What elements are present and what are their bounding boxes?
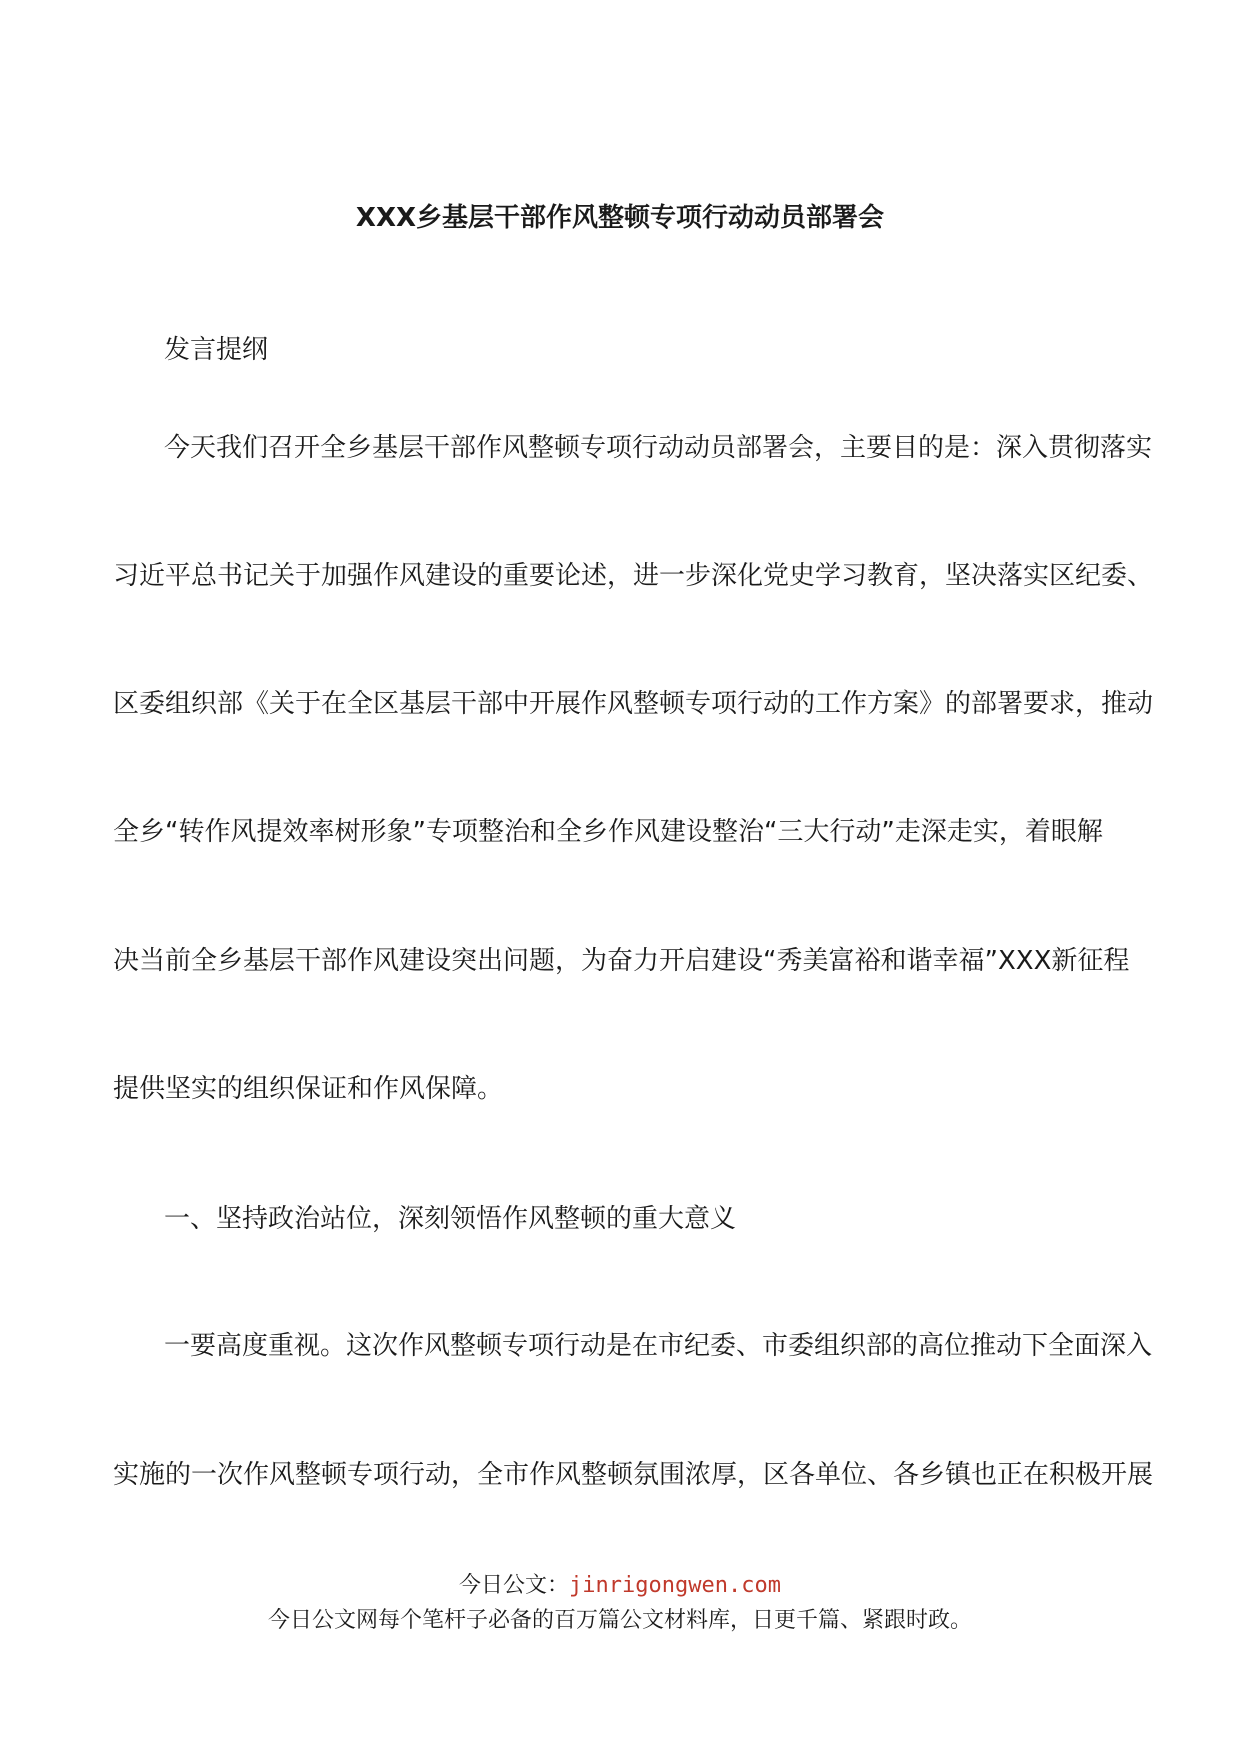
document-title: XXX乡基层干部作风整顿专项行动动员部署会 xyxy=(355,203,885,233)
footer-site-label: 今日公文： xyxy=(459,1573,570,1598)
footer-tagline: 今日公文网每个笔杆子必备的百万篇公文材料库，日更千篇、紧跟时政。 xyxy=(267,1608,972,1633)
paragraph-line: 提供坚实的组织保证和作风保障。 xyxy=(113,1074,504,1104)
paragraph-line: 实施的一次作风整顿专项行动，全市作风整顿氛围浓厚，区各单位、各乡镇也正在积极开展 xyxy=(113,1460,1154,1490)
paragraph-line: 全乡“转作风提效率树形象”专项整治和全乡作风建设整治“三大行动”走深走实，着眼解 xyxy=(113,817,1103,847)
paragraph-line: 区委组织部《关于在全区基层干部中开展作风整顿专项行动的工作方案》的部署要求，推动 xyxy=(113,689,1154,719)
paragraph-line: 一要高度重视。这次作风整顿专项行动是在市纪委、市委组织部的高位推动下全面深入 xyxy=(164,1331,1153,1361)
paragraph-line: 决当前全乡基层干部作风建设突出问题，为奋力开启建设“秀美富裕和谐幸福”XXX新征程 xyxy=(113,946,1130,976)
paragraph-line: 今天我们召开全乡基层干部作风整顿专项行动动员部署会，主要目的是：深入贯彻落实 xyxy=(164,433,1153,463)
footer-site xyxy=(0,1571,1240,1601)
section-heading: 一、坚持政治站位，深刻领悟作风整顿的重大意义 xyxy=(164,1204,737,1234)
footer-site-link[interactable]: jinrigongwen.com xyxy=(569,1573,781,1598)
document-subtitle: 发言提纲 xyxy=(164,335,269,365)
paragraph-line: 习近平总书记关于加强作风建设的重要论述，进一步深化党史学习教育，坚决落实区纪委、 xyxy=(113,561,1154,591)
